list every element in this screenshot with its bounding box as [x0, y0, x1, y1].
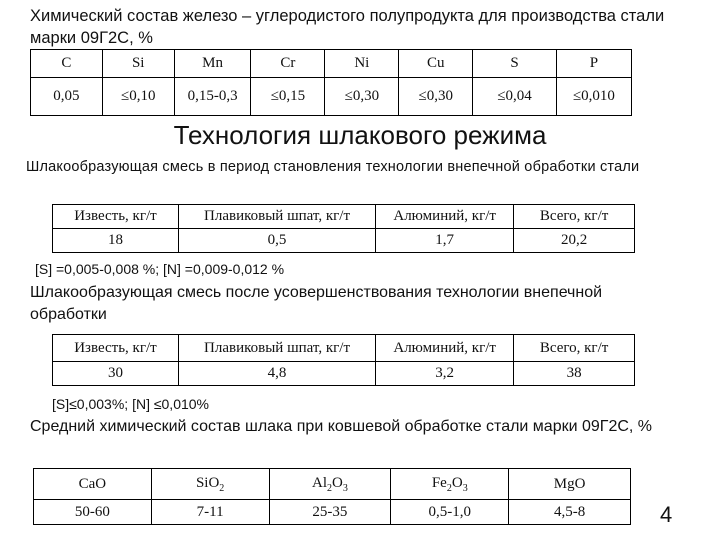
table-header-cell: Плавиковый шпат, кг/т	[178, 335, 375, 362]
table-header-cell: S	[473, 50, 557, 78]
table1-title: Химический состав железо – углеродистого полупродукта для производства стали марки 09Г2С, %	[30, 7, 665, 47]
table-cell: 25-35	[269, 500, 391, 525]
table-cell: 20,2	[514, 229, 635, 253]
table-header-cell	[509, 469, 631, 500]
table-header-cell: Алюминий, кг/т	[376, 205, 514, 229]
table-row	[34, 500, 631, 525]
table-cell: ≤0,04	[473, 78, 557, 116]
table-row	[31, 78, 632, 116]
table-cell: ≤0,15	[251, 78, 325, 116]
table-cell: 30	[53, 362, 179, 386]
section2-note: [S]≤0,003%; [N] ≤0,010%	[52, 396, 210, 412]
table-header-cell: P	[556, 50, 631, 78]
section3-caption: Средний химический состав шлака при ковшевой обработке стали марки 09Г2С, %	[30, 418, 653, 435]
slag-mix-table-initial	[52, 204, 635, 253]
section2-caption: Шлакообразующая смесь после усовершенствования технологии внепечной обработки	[30, 284, 603, 323]
table-header-row	[53, 335, 635, 362]
table-cell: ≤0,010	[556, 78, 631, 116]
table-header-row	[53, 205, 635, 229]
slag-mix-table-improved	[52, 334, 635, 386]
table-cell: 4,8	[178, 362, 375, 386]
table-row	[53, 229, 635, 253]
table-header-cell: Ni	[325, 50, 399, 78]
table-cell: 1,7	[376, 229, 514, 253]
table-header-cell: SiO$_2$	[151, 469, 269, 500]
table-header-cell: Cr	[251, 50, 325, 78]
page-number: 4	[660, 502, 673, 527]
table-header-cell: Известь, кг/т	[53, 205, 179, 229]
table-cell: ≤0,30	[325, 78, 399, 116]
table-row	[53, 362, 635, 386]
table-header-cell: Cu	[399, 50, 473, 78]
table-cell: 0,15-0,3	[174, 78, 251, 116]
table-header-cell: C	[31, 50, 103, 78]
table-header-cell: Si	[102, 50, 174, 78]
table-header-cell: Известь, кг/т	[53, 335, 179, 362]
cao-label: CaO	[78, 475, 107, 492]
table-cell: ≤0,10	[102, 78, 174, 116]
table-cell: 7-11	[151, 500, 269, 525]
table-cell: 50-60	[34, 500, 152, 525]
table-cell: 38	[514, 362, 635, 386]
table-cell: 0,5	[178, 229, 375, 253]
table-header-cell: Всего, кг/т	[514, 335, 635, 362]
table-header-cell: Плавиковый шпат, кг/т	[178, 205, 375, 229]
slag-composition-table	[33, 468, 631, 525]
table-header-cell: $Fe_2O_3$	[391, 469, 509, 500]
table-header-row	[31, 50, 632, 78]
table-header-row	[34, 469, 631, 500]
table-cell: 0,05	[31, 78, 103, 116]
table-header-cell: Всего, кг/т	[514, 205, 635, 229]
table-cell: ≤0,30	[399, 78, 473, 116]
table-cell: 18	[53, 229, 179, 253]
table-cell: 0,5-1,0	[391, 500, 509, 525]
table-header-cell	[34, 469, 152, 500]
table-header-cell: Алюминий, кг/т	[376, 335, 514, 362]
composition-table	[30, 49, 632, 116]
table-header-cell: $Al_2O_3$	[269, 469, 391, 500]
table-cell: 4,5-8	[509, 500, 631, 525]
section1-caption: Шлакообразующая смесь в период становления технологии внепечной обработки стали	[26, 159, 640, 175]
table-cell: 3,2	[376, 362, 514, 386]
mgo-label: MgO	[553, 475, 586, 492]
table-header-cell: Mn	[174, 50, 251, 78]
page-heading: Технология шлакового режима	[173, 120, 547, 150]
section1-note: [S] =0,005-0,008 %; [N] =0,009-0,012 %	[35, 261, 285, 277]
